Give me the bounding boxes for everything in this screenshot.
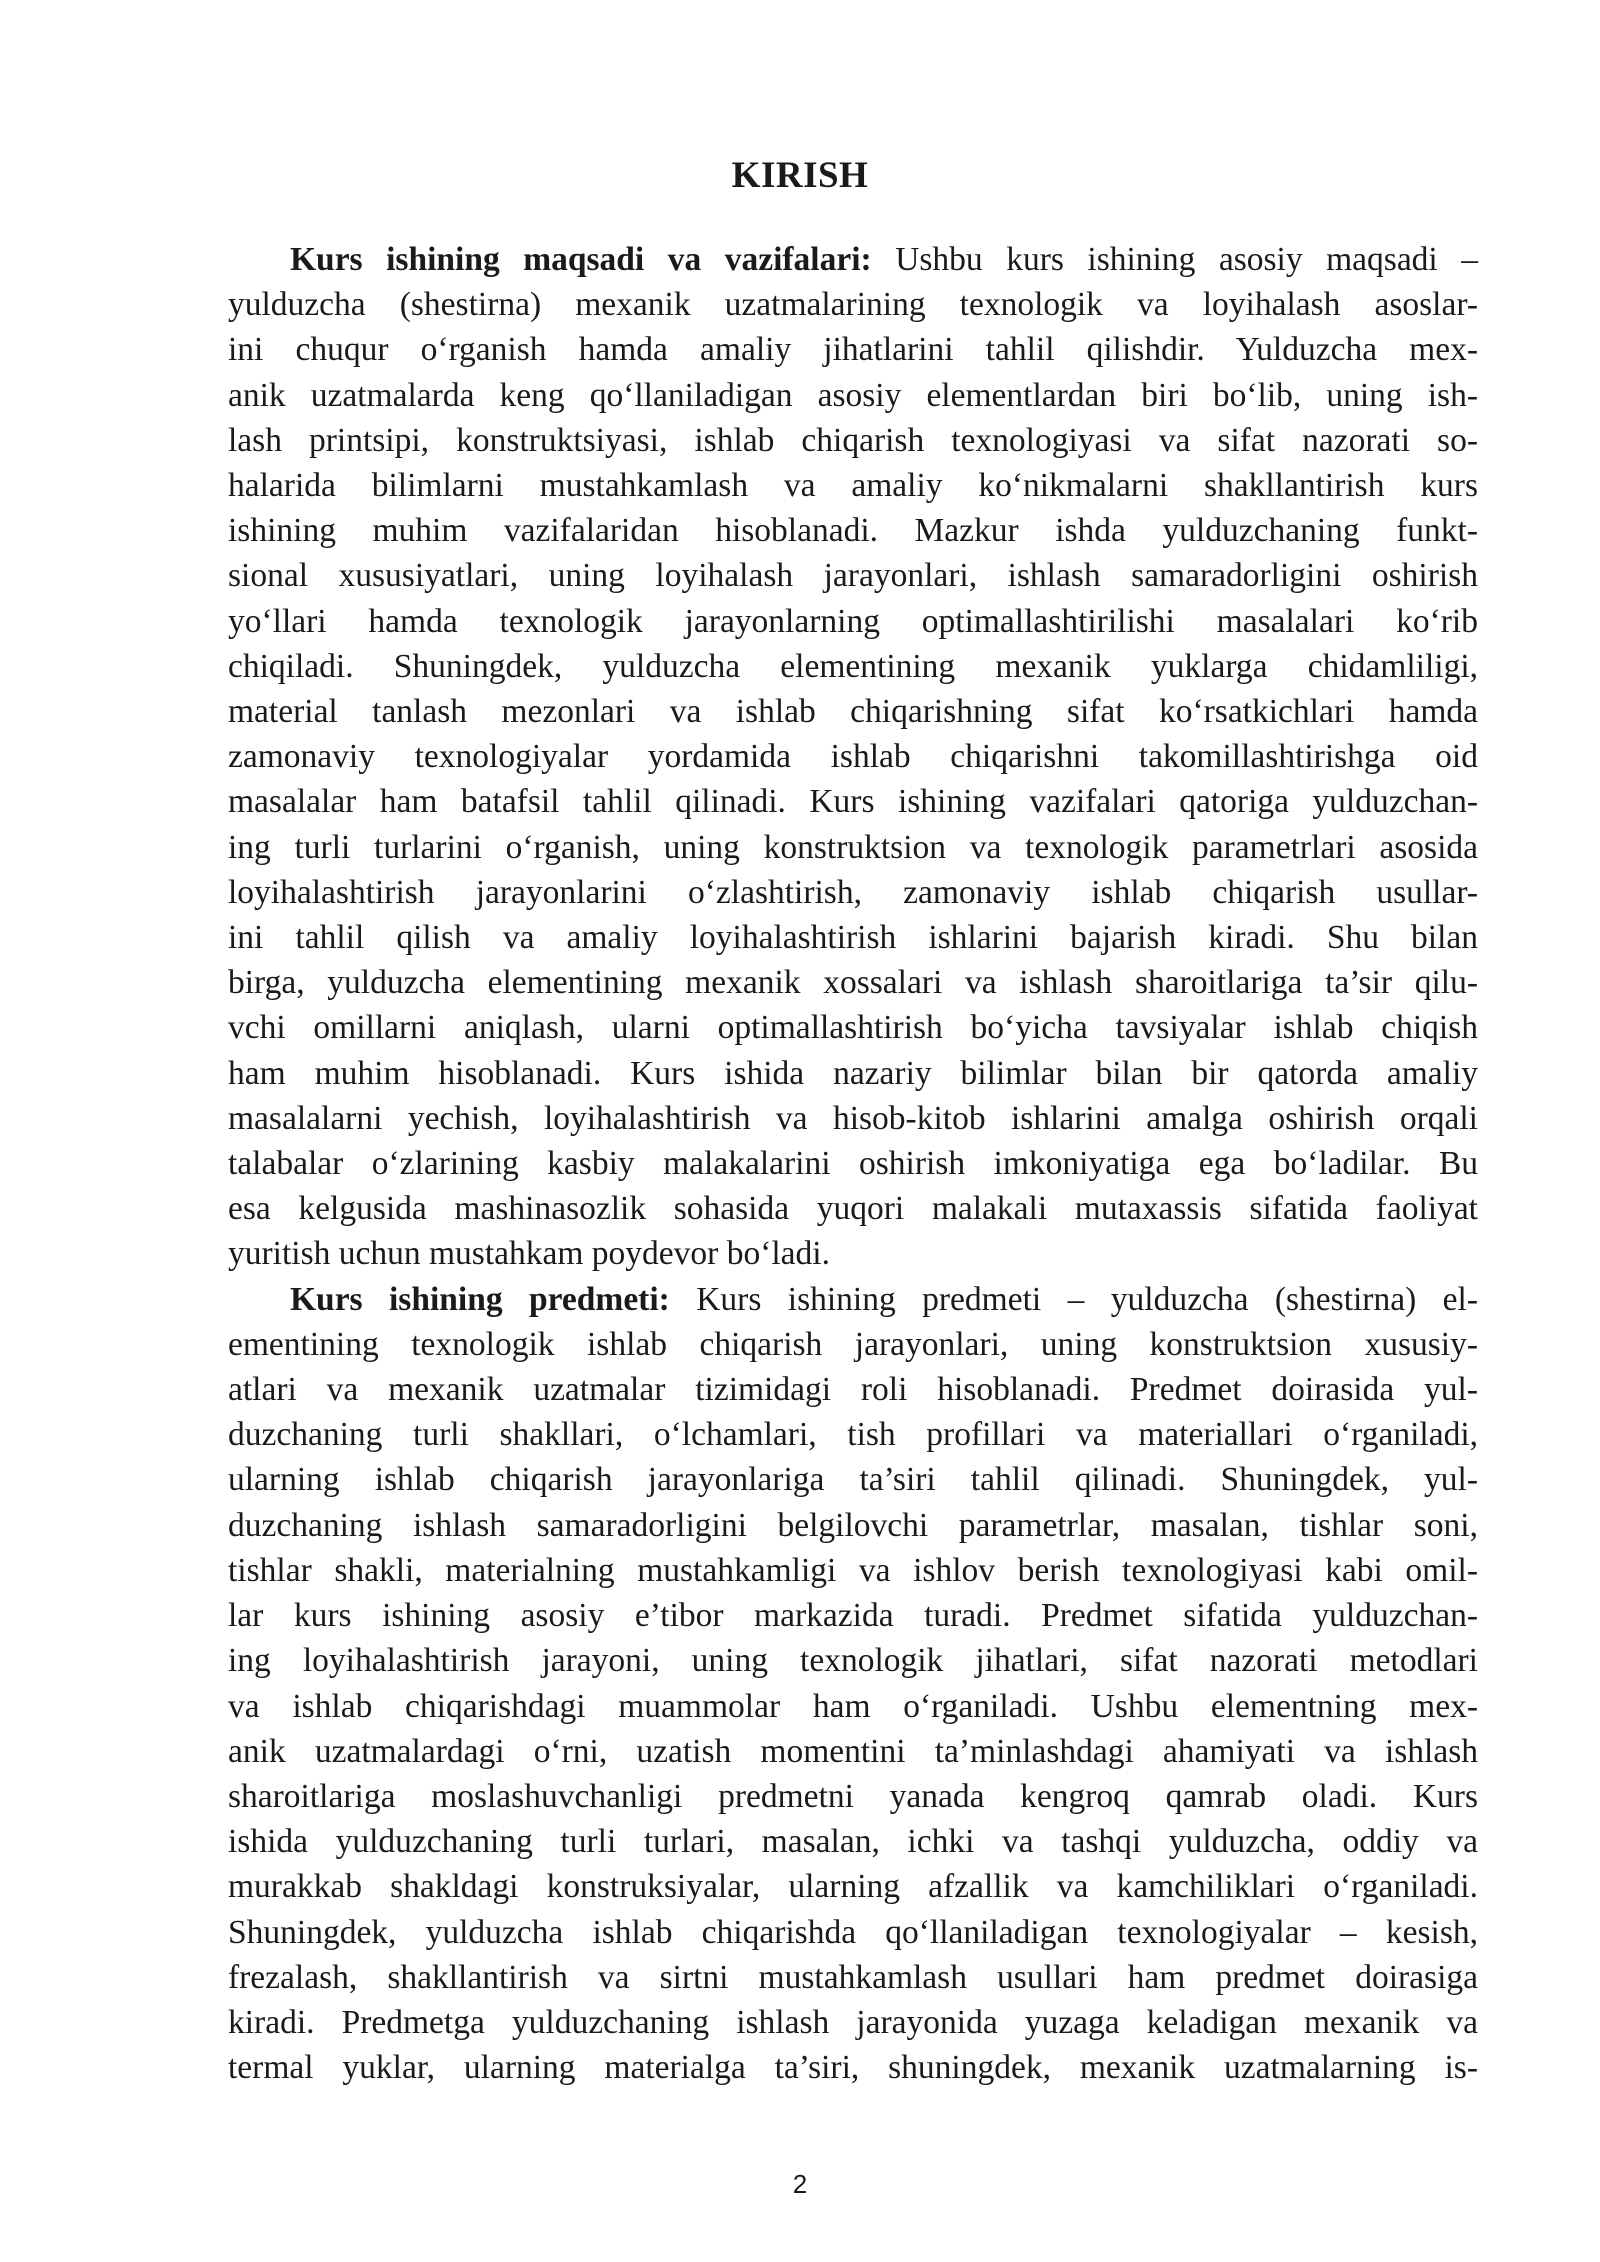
paragraph-line: anik uzatmalardagi o‘rni, uzatish momentini ta’minlashdagi ahamiyati va ishlash <box>228 1732 1478 1770</box>
paragraph-line: Shuningdek, yulduzcha ishlab chiqarishda qo‘llaniladigan texnologiyalar – kesish, <box>228 1913 1478 1951</box>
paragraph-line: material tanlash mezonlari va ishlab chiqarishning sifat ko‘rsatkichlari hamda <box>228 693 1478 731</box>
paragraph-line: birga, yulduzcha elementining mexanik xossalari va ishlash sharoitlariga ta’sir qilu- <box>228 964 1478 1002</box>
paragraph-line: ementining texnologik ishlab chiqarish jarayonlari, uning konstruktsion xususiy- <box>228 1325 1478 1363</box>
paragraph-line: duzchaning turli shakllari, o‘lchamlari, tish profillari va materiallari o‘rganiladi, <box>228 1416 1478 1454</box>
paragraph-line: ini tahlil qilish va amaliy loyihalashtirish ishlarini bajarish kiradi. Shu bilan <box>228 919 1478 957</box>
paragraph-line: masalalar ham batafsil tahlil qilinadi. Kurs ishining vazifalari qatoriga yulduzchan- <box>228 783 1478 821</box>
paragraph-line: lar kurs ishining asosiy e’tibor markazida turadi. Predmet sifatida yulduzchan- <box>228 1597 1478 1635</box>
paragraph-line: sional xususiyatlari, uning loyihalash jarayonlari, ishlash samaradorligini oshirish <box>228 557 1478 595</box>
paragraph-line: ularning ishlab chiqarish jarayonlariga ta’siri tahlil qilinadi. Shuningdek, yul- <box>228 1461 1478 1499</box>
paragraph-line: yuritish uchun mustahkam poydevor bo‘ladi. <box>228 1235 830 1273</box>
paragraph-line: termal yuklar, ularning materialga ta’siri, shuningdek, mexanik uzatmalarning is- <box>228 2049 1478 2087</box>
paragraph-line: anik uzatmalarda keng qo‘llaniladigan asosiy elementlardan biri bo‘lib, uning ish- <box>228 376 1478 414</box>
paragraph-line: va ishlab chiqarishdagi muammolar ham o‘rganiladi. Ushbu elementning mex- <box>228 1687 1478 1725</box>
paragraph-lead: Kurs ishining predmeti: <box>290 1280 670 1318</box>
paragraph-line: zamonaviy texnologiyalar yordamida ishlab chiqarishni takomillashtirishga oid <box>228 738 1478 776</box>
paragraph-line: masalalarni yechish, loyihalashtirish va hisob-kitob ishlarini amalga oshirish orqali <box>228 1099 1478 1137</box>
paragraph-line: ini chuqur o‘rganish hamda amaliy jihatlarini tahlil qilishdir. Yulduzcha mex- <box>228 331 1478 369</box>
paragraph-line-text: Kurs ishining predmeti – yulduzcha (shestirna) el- <box>669 1280 1478 1318</box>
paragraph-line: duzchaning ishlash samaradorligini belgilovchi parametrlar, masalan, tishlar soni, <box>228 1506 1478 1544</box>
paragraph-line: ing loyihalashtirish jarayoni, uning texnologik jihatlari, sifat nazorati metodlari <box>228 1642 1478 1680</box>
paragraph-lead: Kurs ishining maqsadi va vazifalari: <box>290 241 872 278</box>
paragraph-line: tishlar shakli, materialning mustahkamligi va ishlov berish texnologiyasi kabi omil- <box>228 1551 1478 1589</box>
paragraph-line: loyihalashtirish jarayonlarini o‘zlashtirish, zamonaviy ishlab chiqarish usullar- <box>228 873 1478 911</box>
page-number: 2 <box>792 2169 808 2199</box>
paragraph-line: lash printsipi, konstruktsiyasi, ishlab chiqarish texnologiyasi va sifat nazorati so- <box>228 421 1478 459</box>
paragraph-line: vchi omillarni aniqlash, ularni optimallashtirish bo‘yicha tavsiyalar ishlab chiqish <box>228 1009 1478 1047</box>
paragraph-line: chiqiladi. Shuningdek, yulduzcha elementining mexanik yuklarga chidamliligi, <box>228 647 1478 685</box>
document-body <box>228 237 1478 2090</box>
paragraph-line: sharoitlariga moslashuvchanligi predmetni yanada kengroq qamrab oladi. Kurs <box>228 1777 1478 1815</box>
paragraph-line: frezalash, shakllantirish va sirtni mustahkamlash usullari ham predmet doirasiga <box>228 1958 1478 1996</box>
paragraph-line: talabalar o‘zlarining kasbiy malakalarini oshirish imkoniyatiga ega bo‘ladilar. Bu <box>228 1145 1478 1183</box>
paragraph-line: murakkab shakldagi konstruksiyalar, ularning afzallik va kamchiliklari o‘rganiladi. <box>228 1868 1478 1906</box>
paragraph-line: yo‘llari hamda texnologik jarayonlarning optimallashtirilishi masalalari ko‘rib <box>228 602 1478 640</box>
paragraph-line <box>228 237 1478 282</box>
paragraph-line: ham muhim hisoblanadi. Kurs ishida nazariy bilimlar bilan bir qatorda amaliy <box>228 1054 1478 1092</box>
paragraph-line: yulduzcha (shestirna) mexanik uzatmalarining texnologik va loyihalash asoslar- <box>228 286 1478 324</box>
paragraph-subject <box>228 1277 1478 2091</box>
paragraph-line <box>228 1277 1478 1322</box>
paragraph-line: halarida bilimlarni mustahkamlash va amaliy ko‘nikmalarni shakllantirish kurs <box>228 467 1478 505</box>
paragraph-line: ishida yulduzchaning turli turlari, masalan, ichki va tashqi yulduzcha, oddiy va <box>228 1823 1478 1861</box>
paragraph-line: kiradi. Predmetga yulduzchaning ishlash jarayonida yuzaga keladigan mexanik va <box>228 2003 1478 2041</box>
paragraph-goals <box>228 237 1478 1277</box>
paragraph-line: esa kelgusida mashinasozlik sohasida yuqori malakali mutaxassis sifatida faoliyat <box>228 1190 1478 1228</box>
paragraph-line: ing turli turlarini o‘rganish, uning konstruktsion va texnologik parametrlari asosida <box>228 828 1478 866</box>
page-heading: KIRISH <box>731 155 869 196</box>
paragraph-line-text: Ushbu kurs ishining asosiy maqsadi – <box>871 241 1478 278</box>
paragraph-line: atlari va mexanik uzatmalar tizimidagi roli hisoblanadi. Predmet doirasida yul- <box>228 1371 1478 1409</box>
paragraph-line: ishining muhim vazifalaridan hisoblanadi. Mazkur ishda yulduzchaning funkt- <box>228 512 1478 550</box>
